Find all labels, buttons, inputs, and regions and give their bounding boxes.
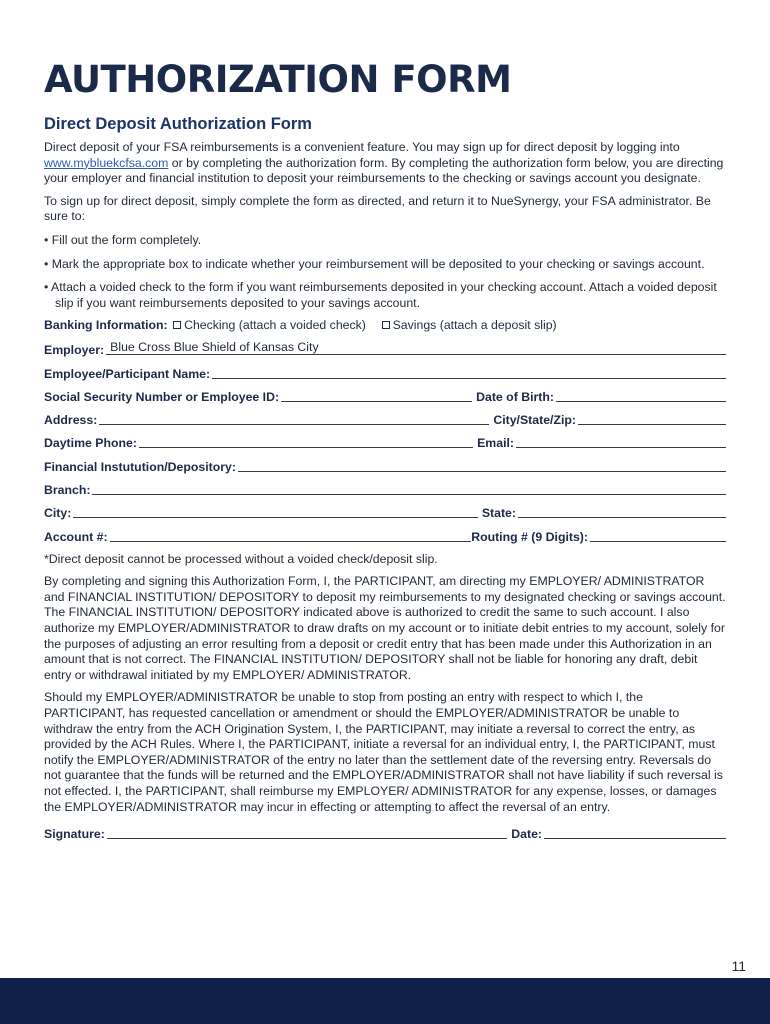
page-title xyxy=(44,58,726,102)
bullet-fill-form: • Fill out the form completely. xyxy=(44,232,202,247)
phone-label: Daytime Phone: xyxy=(44,436,137,451)
ssn-dob-row xyxy=(44,381,726,404)
email-field[interactable] xyxy=(516,435,726,448)
banking-information-row xyxy=(44,318,726,334)
fsa-website-link[interactable]: www.mybluekcfsa.com xyxy=(44,155,169,170)
bullet-attach-check: • Attach a voided check to the form if you want reimbursements deposited in your checking account. Attach a voided deposit slip if you want reimbursements deposited to your savings account. xyxy=(44,280,717,310)
title-bold: FORM xyxy=(391,58,512,101)
participant-name-label: Employee/Participant Name: xyxy=(44,366,211,381)
authorization-paragraph: By completing and signing this Authorization Form, I, the PARTICIPANT, am directing my EMPLOYER/ ADMINISTRATOR and FINANCIAL INSTITUTION/ DEPOSITORY to deposit my reimbursements to my designated checking or savings account. The FINANCIAL INSTITUTION/ DEPOSITORY indicated above is authorized to credit the same to such account. I also authorize my EMPLOYER/ADMINISTRATOR to draw drafts on my account or to initiate debit entries to my account, solely for the purposes of adjusting an error resulting from a deposit or credit entry that has been made under this Authorization in an amount that is not correct. The FINANCIAL INSTITUTION/ DEPOSITORY shall not be liable for honoring any draft, debit entry or withdrawal initiated by my EMPLOYER/ ADMINISTRATOR. xyxy=(44,574,726,682)
signature-field[interactable] xyxy=(107,826,507,839)
branch-label: Branch: xyxy=(44,483,91,498)
state-field[interactable] xyxy=(518,505,726,518)
reversal-paragraph: Should my EMPLOYER/ADMINISTRATOR be unable to stop from posting an entry with respect to which I, the PARTICIPANT, has requested cancellation or amendment or should the EMPLOYER/ADMINISTRATOR be unable to withdraw the entry from the ACH Origination System, I, the PARTICIPANT, may initiate a reversal to correct the entry, as provided by the ACH Rules. Where I, the PARTICIPANT, initiate a reversal for an individual entry, I, the PARTICIPANT, must notify the EMPLOYER/ADMINISTRATOR of the entry no later than the settlement date of the reversing entry. Reversals do not guarantee that the funds will be returned and the EMPLOYER/ADMINISTRATOR shall not have liability if such reversal is not effected. I, the PARTICIPANT, shall reimburse my EMPLOYER/ ADMINISTRATOR for any expense, losses, or damages the EMPLOYER/ADMINISTRATOR may incur in effecting or attempting to affect the reversal of an entry. xyxy=(44,690,723,814)
savings-option-label: Savings (attach a deposit slip) xyxy=(392,318,557,333)
account-routing-row xyxy=(44,520,726,543)
signature-row xyxy=(44,818,726,841)
state-label: State: xyxy=(481,506,516,521)
ssn-field[interactable] xyxy=(281,389,472,402)
savings-checkbox[interactable] xyxy=(382,321,390,329)
phone-field[interactable] xyxy=(139,435,473,448)
address-row xyxy=(44,404,726,427)
date-label: Date: xyxy=(511,827,542,842)
dob-field[interactable] xyxy=(556,389,726,402)
participant-name-field[interactable] xyxy=(212,366,726,379)
checking-checkbox[interactable] xyxy=(173,321,181,329)
account-label: Account #: xyxy=(44,529,108,544)
footer-bar xyxy=(0,978,770,1024)
intro-text-end: or by completing the authorization form. By completing the authorization form below, you are directing your employer and financial institution to deposit your reimbursements to the checking or savings account you designate. xyxy=(44,155,724,186)
checking-option-label: Checking (attach a voided check) xyxy=(184,318,366,333)
dob-label: Date of Birth: xyxy=(476,389,554,404)
branch-field[interactable] xyxy=(92,482,726,495)
banking-label: Banking Information: xyxy=(44,318,168,333)
branch-row xyxy=(44,474,726,497)
address-field[interactable] xyxy=(99,412,489,425)
signature-label: Signature: xyxy=(44,827,105,842)
routing-label: Routing # (9 Digits): xyxy=(471,529,588,544)
account-field[interactable] xyxy=(110,529,472,542)
bullet-mark-box: • Mark the appropriate box to indicate whether your reimbursement will be deposited to your checking or savings account. xyxy=(44,256,705,271)
intro-text-start: Direct deposit of your FSA reimbursements is a convenient feature. You may sign up for direct deposit by logging into xyxy=(44,140,680,154)
phone-email-row xyxy=(44,427,726,450)
participant-row xyxy=(44,357,726,380)
email-label: Email: xyxy=(477,436,514,451)
form-subtitle: Direct Deposit Authorization Form xyxy=(44,115,312,133)
city-state-zip-field[interactable] xyxy=(578,412,726,425)
employer-field[interactable]: Blue Cross Blue Shield of Kansas City xyxy=(106,340,726,355)
ssn-label: Social Security Number or Employee ID: xyxy=(44,389,280,404)
city-field[interactable] xyxy=(73,505,478,518)
city-label: City: xyxy=(44,506,72,521)
form-page xyxy=(44,58,726,841)
page-number: 11 xyxy=(731,958,746,974)
intro-paragraph xyxy=(44,140,726,187)
institution-row xyxy=(44,450,726,473)
date-field[interactable] xyxy=(544,826,726,839)
voided-check-note: *Direct deposit cannot be processed without a voided check/deposit slip. xyxy=(44,551,438,566)
title-regular: AUTHORIZATION xyxy=(44,58,379,101)
employer-row xyxy=(44,334,726,357)
employer-label: Employer: xyxy=(44,343,105,358)
address-label: Address: xyxy=(44,413,98,428)
institution-field[interactable] xyxy=(238,459,726,472)
city-state-zip-label: City/State/Zip: xyxy=(493,413,576,428)
city-state-row xyxy=(44,497,726,520)
institution-label: Financial Instutution/Depository: xyxy=(44,459,236,474)
instructions-paragraph: To sign up for direct deposit, simply complete the form as directed, and return it to NueSynergy, your FSA administrator. Be sure to: xyxy=(44,193,711,224)
routing-field[interactable] xyxy=(590,529,726,542)
